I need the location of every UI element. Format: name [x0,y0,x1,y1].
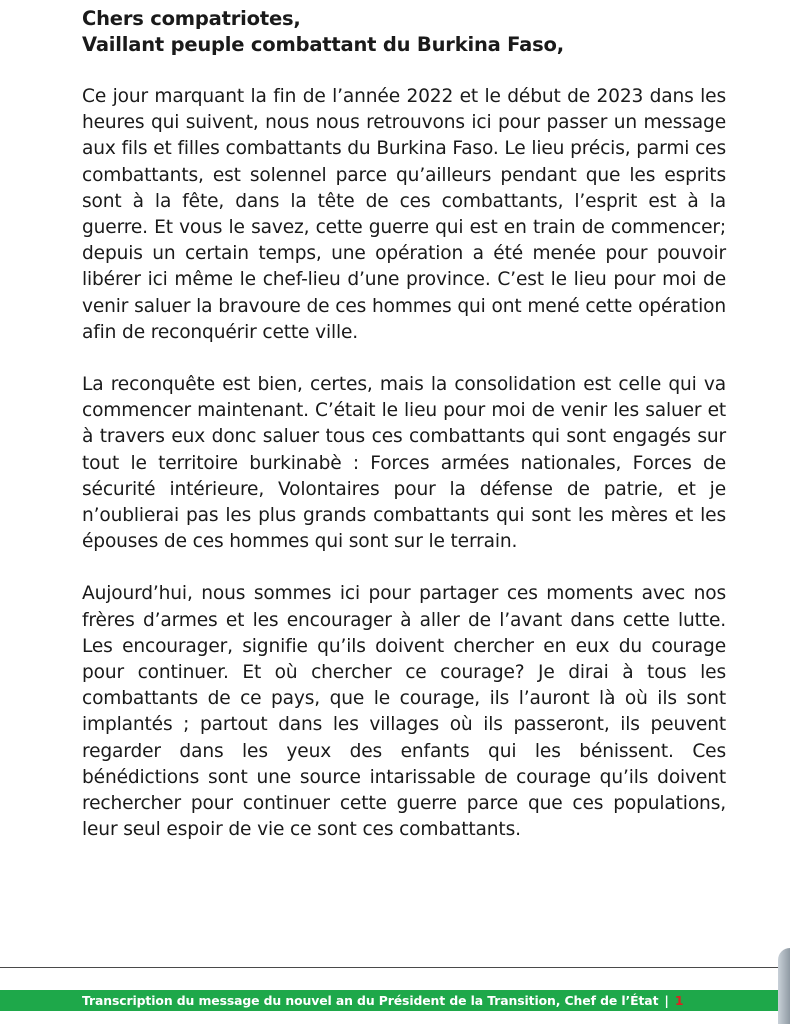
footer-title: Transcription du message du nouvel an du Président de la Transition, Chef de l’État [82,993,659,1008]
salutation-line-1: Chers compatriotes, [82,7,301,30]
paragraph-3: Aujourd’hui, nous sommes ici pour partager ces moments avec nos frères d’armes et les encourager à aller de l’avant dans cette lutte. Les encourager, signifie qu’ils doivent chercher en eux du courage pour continuer. Et où chercher ce courage? Je dirai à tous les combattants de ce pays, que le courage, ils l’auront là où ils sont implantés ; partout dans les villages où ils passeront, ils peuvent regarder dans les yeux des enfants qui les bénissent. Ces bénédictions sont une source intarissable de courage qu’ils doivent rechercher pour continuer cette guerre parce que ces populations, leur seul espoir de vie ce sont ces combattants. [82,583,726,841]
salutation-line-2: Vaillant peuple combattant du Burkina Faso, [82,33,564,56]
letter-body [82,6,726,869]
footer-separator: | [664,993,669,1008]
page-number: 1 [674,993,684,1008]
footer-divider [0,967,790,968]
footer [82,990,683,1011]
page-curl-edge [778,948,790,1024]
paragraph-2: La reconquête est bien, certes, mais la consolidation est celle qui va commencer maintenant. C’était le lieu pour moi de venir les saluer et à travers eux donc saluer tous ces combattants qui sont engagés sur tout le territoire burkinabè : Forces armées nationales, Forces de sécurité intérieure, Volontaires pour la défense de patrie, et je n’oublierai pas les plus grands combattants qui sont les mères et les épouses de ces hommes qui sont sur le terrain. [82,374,726,553]
paragraph-1: Ce jour marquant la fin de l’année 2022 et le début de 2023 dans les heures qui suivent, nous nous retrouvons ici pour passer un message aux fils et filles combattants du Burkina Faso. Le lieu précis, parmi ces combattants, est solennel parce qu’ailleurs pendant que les esprits sont à la fête, dans la tête de ces combattants, l’esprit est à la guerre. Et vous le savez, cette guerre qui est en train de commencer; depuis un certain temps, une opération a été menée pour pouvoir libérer ici même le chef-lieu d’une province. C’est le lieu pour moi de venir saluer la bravoure de ces hommes qui ont mené cette opération afin de reconquérir cette ville. [82,86,726,343]
salutation [82,6,726,58]
